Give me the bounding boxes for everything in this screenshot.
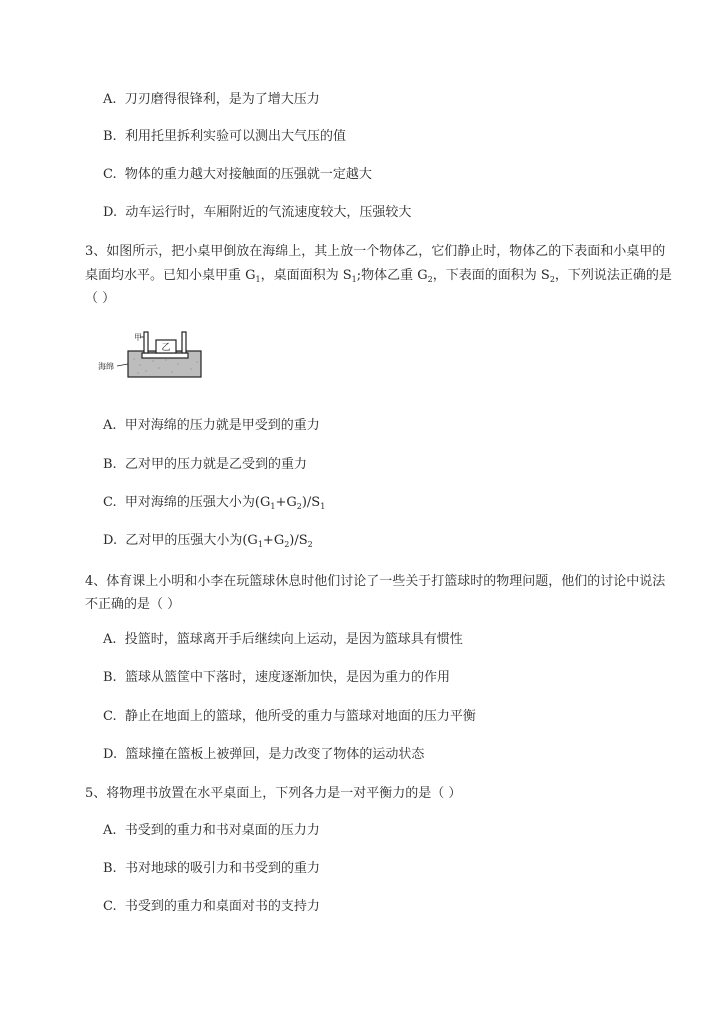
q2-option-a: A. 刀刃磨得很锋利，是为了增大压力 [103, 92, 320, 107]
q3-option-b: B. 乙对甲的压力就是乙受到的重力 [103, 457, 307, 472]
q5-option-a: A. 书受到的重力和书对桌面的压力力 [103, 823, 320, 838]
table-top [142, 353, 188, 358]
table-leg-left [144, 332, 148, 353]
q5-option-b: B. 书对地球的吸引力和书受到的重力 [103, 861, 320, 876]
q3-stem-line2: 桌面均水平。已知小桌甲重 $G_1$，桌面面积为 $S_1$;物体乙重 $G_2$，下表面的面积为 $S_2$，下列说法正确的是 [85, 268, 672, 284]
sponge-table-figure [98, 331, 202, 379]
q5-stem: 5、将物理书放置在水平桌面上，下列各力是一对平衡力的是（ ） [85, 786, 462, 801]
q5-option-c: C. 书受到的重力和桌面对书的支持力 [103, 899, 320, 914]
q3-option-c: C. 甲对海绵的压强大小为$(G_1+G_2)/S_1$ [103, 495, 326, 511]
sponge-leader-line [117, 364, 128, 366]
table-jia-label: 甲 [134, 333, 142, 342]
q4-option-a: A. 投篮时，篮球离开手后继续向上运动，是因为篮球具有惯性 [103, 632, 463, 647]
q4-option-b: B. 篮球从篮筐中下落时，速度逐渐加快，是因为重力的作用 [103, 670, 450, 685]
q2-option-d: D. 动车运行时，车厢附近的气流速度较大，压强较大 [103, 205, 412, 220]
q3-stem-line1: 3、如图所示，把小桌甲倒放在海绵上，其上放一个物体乙，它们静止时，物体乙的下表面和小桌甲的 [85, 244, 666, 259]
q4-option-c: C. 静止在地面上的篮球，他所受的重力与篮球对地面的压力平衡 [103, 709, 476, 724]
q4-option-d: D. 篮球撞在篮板上被弹回，是力改变了物体的运动状态 [103, 747, 425, 762]
q3-answer-paren: （ ） [85, 291, 116, 306]
q4-stem-line2: 不正确的是（ ） [85, 597, 181, 612]
object-yi-label: 乙 [161, 343, 171, 353]
q3-option-d: D. 乙对甲的压强大小为$(G_1+G_2)/S_2$ [103, 533, 313, 549]
q3-option-a: A. 甲对海绵的压力就是甲受到的重力 [103, 418, 320, 433]
sponge-label: 海绵 [98, 362, 114, 371]
q2-option-c: C. 物体的重力越大对接触面的压强就一定越大 [103, 167, 372, 182]
q2-option-b: B. 利用托里拆利实验可以测出大气压的值 [103, 129, 346, 144]
q4-stem-line1: 4、体育课上小明和小李在玩篮球休息时他们讨论了一些关于打篮球时的物理问题，他们的讨论中说法 [85, 574, 666, 589]
table-leg-right [182, 332, 186, 353]
